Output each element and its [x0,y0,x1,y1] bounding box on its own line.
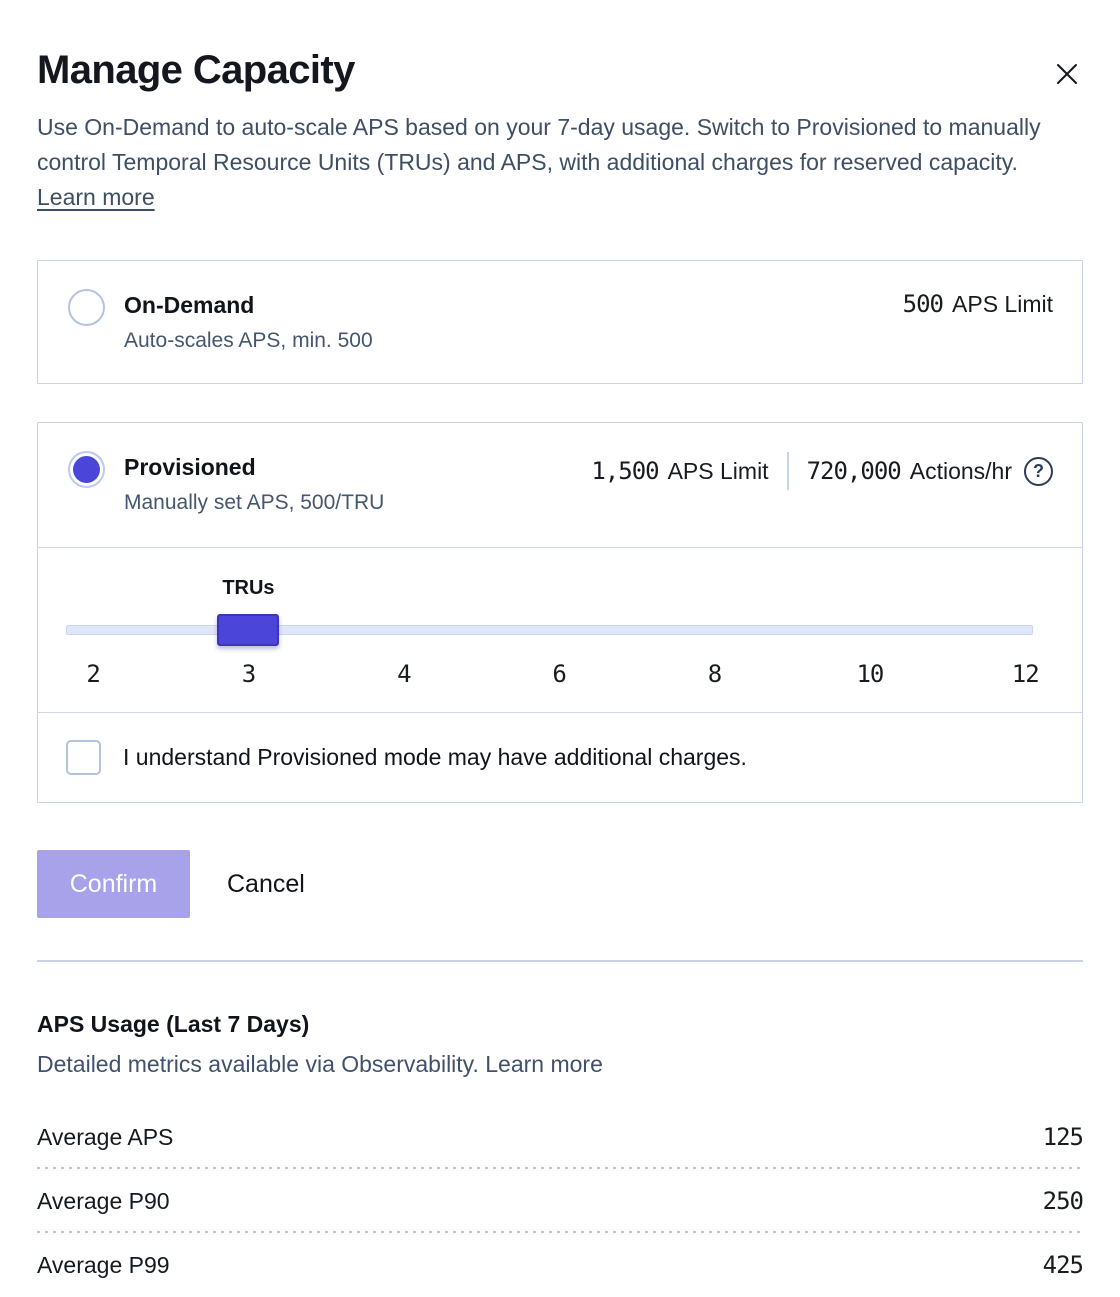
page-title: Manage Capacity [37,48,355,92]
manage-capacity-dialog [37,48,1083,1297]
slider-tick: 2 [86,660,100,688]
acknowledge-row [38,712,1082,802]
on-demand-text [124,289,373,353]
learn-more-link[interactable]: Learn more [37,184,155,210]
provisioned-actions-unit: Actions/hr [909,457,1012,484]
provisioned-text [124,451,384,515]
slider-ticks [66,660,1039,694]
usage-title: APS Usage (Last 7 Days) [37,1011,310,1037]
slider-handle[interactable] [217,614,279,646]
provisioned-actions-value: 720,000 [806,457,901,485]
provisioned-option-card [37,422,1083,803]
row-label: Average APS [37,1123,174,1150]
confirm-button[interactable]: Confirm [37,850,190,918]
usage-table [37,1105,1083,1297]
row-value: 125 [1042,1123,1083,1151]
on-demand-option-card[interactable] [37,260,1083,384]
section-divider [37,960,1083,962]
radio-provisioned[interactable] [68,451,105,488]
slider-tick: 4 [397,660,411,688]
table-row [37,1233,1083,1297]
usage-subtitle-text: Detailed metrics available via Observability. [37,1051,479,1077]
provisioned-aps-value: 1,500 [591,457,659,485]
on-demand-aps-unit: APS Limit [952,290,1053,317]
action-bar [37,850,1083,918]
close-button[interactable] [1051,58,1083,93]
slider-tick: 8 [707,660,722,688]
close-icon [1053,60,1081,88]
table-row [37,1169,1083,1233]
help-icon[interactable]: ? [1024,457,1053,486]
dialog-description [37,110,1083,215]
provisioned-label: Provisioned [124,454,256,480]
row-value: 250 [1042,1187,1083,1215]
provisioned-aps-unit: APS Limit [667,457,769,484]
provisioned-metrics [591,452,1053,490]
usage-subtitle [37,1051,1083,1078]
usage-learn-more-link[interactable]: Learn more [485,1051,603,1077]
row-label: Average P99 [37,1251,170,1278]
description-text: Use On-Demand to auto-scale APS based on your 7-day usage. Switch to Provisioned to manually control Temporal Resource Units (TRUs) and APS, with additional charges for reserved capacity. [37,114,1041,175]
radio-on-demand[interactable] [68,289,105,326]
slider-tick: 12 [1011,660,1039,688]
slider-tick: 3 [241,660,256,688]
slider-tick: 10 [856,660,884,688]
table-row [37,1105,1083,1169]
on-demand-aps-value: 500 [902,290,944,318]
slider-value-label: TRUs [222,577,275,599]
provisioned-header[interactable] [38,423,1082,547]
row-value: 425 [1042,1251,1083,1279]
provisioned-sublabel: Manually set APS, 500/TRU [124,490,385,514]
cancel-button[interactable]: Cancel [227,869,305,898]
metric-divider [787,452,789,490]
slider-tick: 6 [552,660,566,688]
acknowledge-checkbox[interactable] [66,740,101,775]
slider-track[interactable] [66,625,1033,635]
aps-usage-section [37,1011,1083,1297]
on-demand-label: On-Demand [124,292,255,318]
on-demand-metrics [903,290,1053,318]
row-label: Average P90 [37,1187,170,1214]
tru-slider-section [38,547,1082,712]
dialog-header [37,48,1083,93]
tru-slider [66,548,1039,712]
on-demand-sublabel: Auto-scales APS, min. 500 [124,328,373,352]
acknowledge-label: I understand Provisioned mode may have additional charges. [123,744,747,770]
